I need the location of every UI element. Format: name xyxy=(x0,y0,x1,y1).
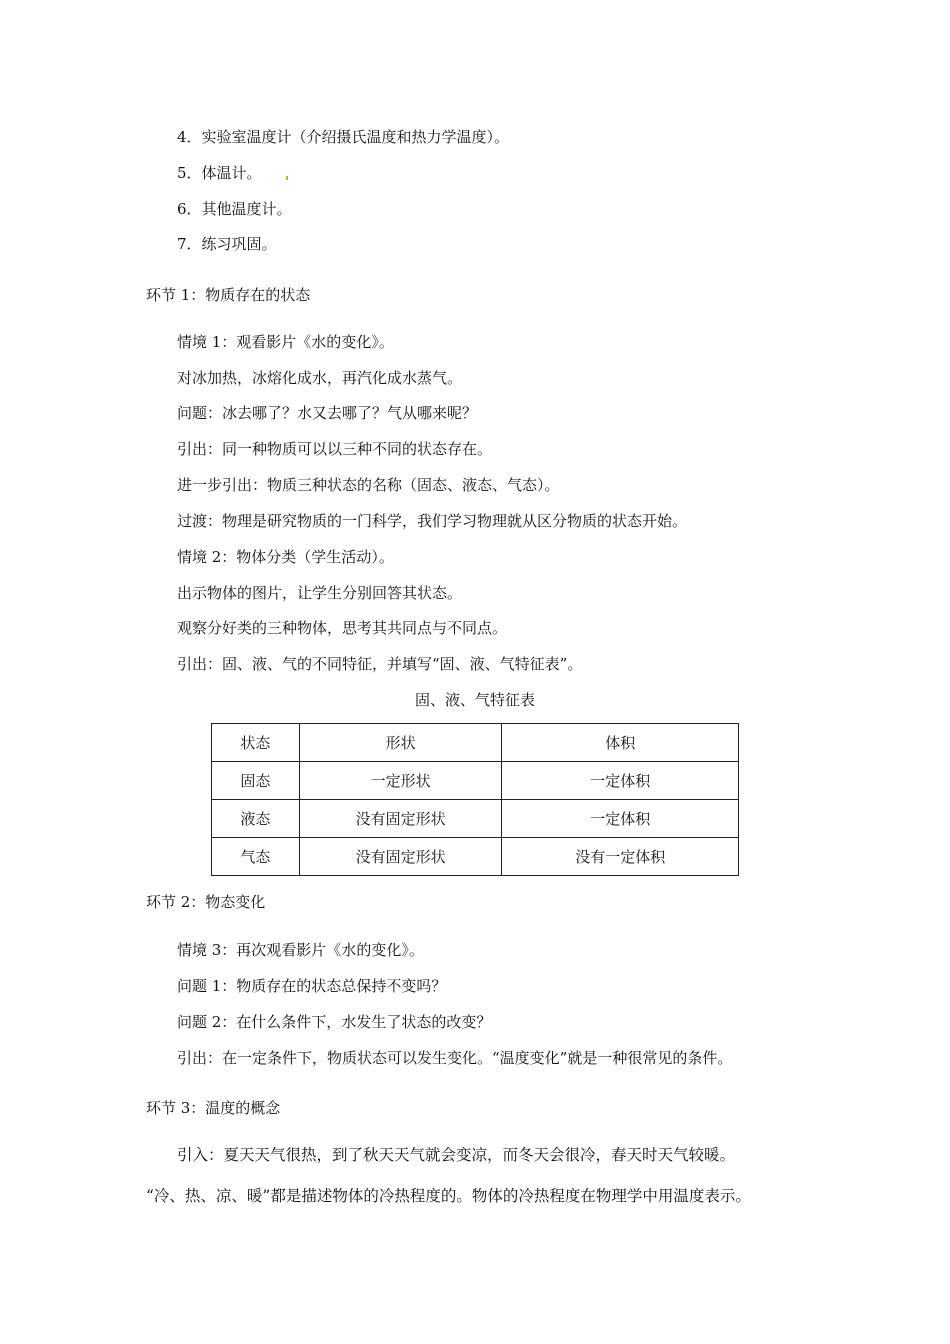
table-cell: 气态 xyxy=(212,838,300,876)
section-1-heading: 环节 1：物质存在的状态 xyxy=(146,286,311,304)
paragraph: 问题 2：在什么条件下，水发生了状态的改变？ xyxy=(177,1013,492,1031)
table-row xyxy=(212,762,739,800)
paragraph: 问题：冰去哪了？水又去哪了？气从哪来呢？ xyxy=(177,404,478,422)
list-item-4: 4．实验室温度计（介绍摄氏温度和热力学温度）。 xyxy=(177,128,510,146)
paragraph: 情境 1：观看影片《水的变化》。 xyxy=(177,333,394,351)
table-header-row xyxy=(212,724,739,762)
paragraph: “冷、热、凉、暖”都是描述物体的冷热程度的。物体的冷热程度在物理学中用温度表示。 xyxy=(146,1187,751,1205)
state-features-table xyxy=(211,723,739,876)
list-item-7: 7．练习巩固。 xyxy=(177,235,277,253)
paragraph: 引入：夏天天气很热，到了秋天天气就会变凉，而冬天会很冷，春天时天气较暖。 xyxy=(177,1146,736,1164)
paragraph: 进一步引出：物质三种状态的名称（固态、液态、气态）。 xyxy=(177,476,560,494)
table-cell: 没有一定体积 xyxy=(502,838,739,876)
paragraph: 引出：固、液、气的不同特征，并填写“固、液、气特征表”。 xyxy=(177,655,583,673)
section-2-heading: 环节 2：物态变化 xyxy=(146,893,266,911)
table-cell: 没有固定形状 xyxy=(299,800,502,838)
table-cell: 没有固定形状 xyxy=(299,838,502,876)
paragraph: 问题 1：物质存在的状态总保持不变吗？ xyxy=(177,977,447,995)
header-cell-state: 状态 xyxy=(212,724,300,762)
list-item-5: 5．体温计。 xyxy=(177,164,262,182)
paragraph: 观察分好类的三种物体，思考其共同点与不同点。 xyxy=(177,619,508,637)
paragraph: 出示物体的图片，让学生分别回答其状态。 xyxy=(177,584,463,602)
list-item-6: 6．其他温度计。 xyxy=(177,200,292,218)
table-cell: 一定体积 xyxy=(502,762,739,800)
table-cell: 固态 xyxy=(212,762,300,800)
header-cell-volume: 体积 xyxy=(502,724,739,762)
paragraph: 引出：在一定条件下，物质状态可以发生变化。“温度变化”就是一种很常见的条件。 xyxy=(177,1049,733,1067)
paragraph: 对冰加热，冰熔化成水，再汽化成水蒸气。 xyxy=(177,369,463,387)
table-row xyxy=(212,800,739,838)
paragraph: 情境 2：物体分类（学生活动）。 xyxy=(177,548,394,566)
section-3-heading: 环节 3：温度的概念 xyxy=(146,1099,281,1117)
table-row xyxy=(212,838,739,876)
paragraph: 情境 3：再次观看影片《水的变化》。 xyxy=(177,941,424,959)
table-cell: 一定形状 xyxy=(299,762,502,800)
decorative-mark xyxy=(286,176,288,180)
table-cell: 液态 xyxy=(212,800,300,838)
paragraph: 引出：同一种物质可以以三种不同的状态存在。 xyxy=(177,440,493,458)
table-caption: 固、液、气特征表 xyxy=(414,691,535,709)
header-cell-shape: 形状 xyxy=(299,724,502,762)
paragraph: 过渡：物理是研究物质的一门科学，我们学习物理就从区分物质的状态开始。 xyxy=(177,512,688,530)
table-cell: 一定体积 xyxy=(502,800,739,838)
